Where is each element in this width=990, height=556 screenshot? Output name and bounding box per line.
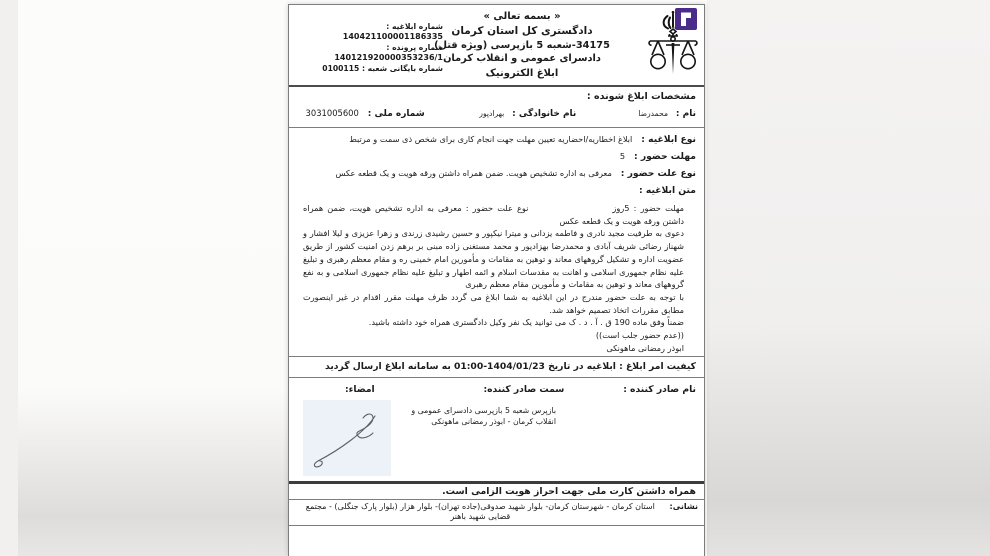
national-id-value: 3031005600 <box>305 108 359 118</box>
first-name-label: نام : <box>675 109 696 119</box>
deadline-label: مهلت حضور : <box>633 151 696 162</box>
no-show-warning: ((عدم حضور جلب است)) <box>595 330 684 341</box>
signature-scribble-icon <box>303 461 391 480</box>
header-numbers-block <box>303 22 443 74</box>
address-value: استان کرمان - شهرستان کرمان- بلوار شهید صدوقی(جاده تهران)- بلوار هزار (بلوار پارک جنگلی) - مجتمع قضایی شهید باهنر <box>305 502 655 522</box>
delivery-status-row <box>289 357 704 378</box>
body-issuer-name: ابوذر رمضانی ماهونکی <box>606 342 684 353</box>
address-label: نشانی: <box>669 502 698 511</box>
recipient-row <box>297 108 696 119</box>
recipient-section-title: مشخصات ابلاغ شونده : <box>586 91 696 102</box>
case-number-value: 140121920000353236/1 <box>334 53 443 63</box>
notice-type-label: نوع ابلاغیه : <box>641 134 696 145</box>
background-left <box>0 0 289 556</box>
notice-type-row <box>297 134 696 145</box>
bismillah-text: « بسمه تعالی » <box>483 11 561 22</box>
body-meta-line <box>303 202 684 227</box>
body-meta-deadline: مهلت حضور : 5روز <box>612 203 684 213</box>
national-id-label: شماره ملی : <box>367 109 425 119</box>
court-name: دادگستری کل استان کرمان <box>451 25 593 37</box>
branch-name: 34175-شعبه 5 بازپرسی (ویژه قتل) دادسرای عمومی و انقلاب کرمان <box>434 40 610 65</box>
notice-document <box>288 4 705 556</box>
body-meta-reason: نوع علت حضور : معرفی به اداره تشخیص هویت، ضمن همراه داشتن ورقه هویت و یک قطعه عکس <box>303 203 684 226</box>
reason-row <box>297 168 696 179</box>
notice-type-value: ابلاغ اخطاریه/احضاریه تعیین مهلت جهت انجام کاری برای شخص ذی سمت و مرتبط <box>349 134 633 144</box>
notice-number-value: 140421100001186335 <box>342 32 443 42</box>
deadline-value: 5 <box>619 151 626 161</box>
issuer-labels-row <box>297 384 696 395</box>
last-name-value: بهرادپور <box>479 109 505 118</box>
last-name-label: نام خانوادگی : <box>512 109 577 119</box>
issuer-section <box>289 378 704 484</box>
first-name-value: محمدرضا <box>638 109 669 118</box>
id-card-notice-row <box>289 484 704 500</box>
delivery-status-line: کیفیت امر ابلاغ : ابلاغیه در تاریخ 1404/01/23-01:00 به سامانه ابلاغ ارسال گردید <box>325 361 696 372</box>
deadline-row <box>297 151 696 162</box>
body-label-row <box>297 185 696 196</box>
signature-label: امضاء: <box>345 384 375 395</box>
lawyer-note: ضمناً وفق ماده 190 ق . آ . د . ک می توانید یک نفر وکیل دادگستری همراه خود داشته باشید. <box>368 317 684 328</box>
purple-watermark-icon <box>675 8 697 30</box>
instruction-paragraph: با توجه به علت حضور مندرج در این ابلاغیه به شما ابلاغ می گردد ظرف مهلت مقرر اقدام در غیر اینصورت مطابق مقررات اتخاذ تصمیم خواهد شد. <box>303 291 684 315</box>
id-card-notice: همراه داشتن کارت ملی جهت احراز هویت الزامی است. <box>442 486 696 497</box>
case-number-label: شماره پرونده : <box>386 43 443 53</box>
reason-label: نوع علت حضور : <box>620 168 696 179</box>
notice-number-label: شماره ابلاغیه : <box>386 22 443 31</box>
issuer-name-label: نام صادر کننده : <box>623 384 696 395</box>
document-type-title: ابلاغ الکترونیک <box>485 68 559 80</box>
background-left-band <box>0 0 18 556</box>
notice-main-section <box>289 128 704 357</box>
issuer-position-label: سمت صادر کننده: <box>483 384 565 395</box>
archive-number-line: شماره بایگانی شعبه : 0100115 <box>322 64 443 74</box>
body-label: متن ابلاغیه : <box>639 185 696 196</box>
background-right <box>707 0 990 556</box>
address-row <box>289 500 704 526</box>
notice-body <box>297 202 696 354</box>
signature-box <box>303 400 391 476</box>
header-section <box>289 5 704 87</box>
issuer-position-value: بازپرس شعبه 5 بازپرسی دادسرای عمومی و انقلاب کرمان - ابوذر رمضانی ماهونکی <box>411 406 556 427</box>
claim-paragraph: دعوی به طرفیت مجید نادری و فاطمه یزدانی و میترا نیکپور و حسین رشیدی زرندی و زهرا عزیزی و لیلا افشار و شهناز رضائی شریف آبادی و محمدرضا بهزادپور و محمد مستغنی زاده مبنی بر برهم زدن امنیت کشور از طریق عضویت اداره و تشکیل گروههای معاند و توهین به مقامات و مأمورین امام خمینی ره و مقام معظم رهبری و تبلیغ علیه نظام جمهوری اسلامی و اهانت به مقدسات اسلام و ائمه اطهار و تبلیغ علیه نظام جمهوری اسلامی و به نفع گروههای معاند و توهین به مقامات و مأمورین مقام معظم رهبری <box>303 228 684 290</box>
recipient-section <box>289 87 704 128</box>
reason-value: معرفی به اداره تشخیص هویت. ضمن همراه داشتن ورقه هویت و یک قطعه عکس <box>335 168 612 178</box>
